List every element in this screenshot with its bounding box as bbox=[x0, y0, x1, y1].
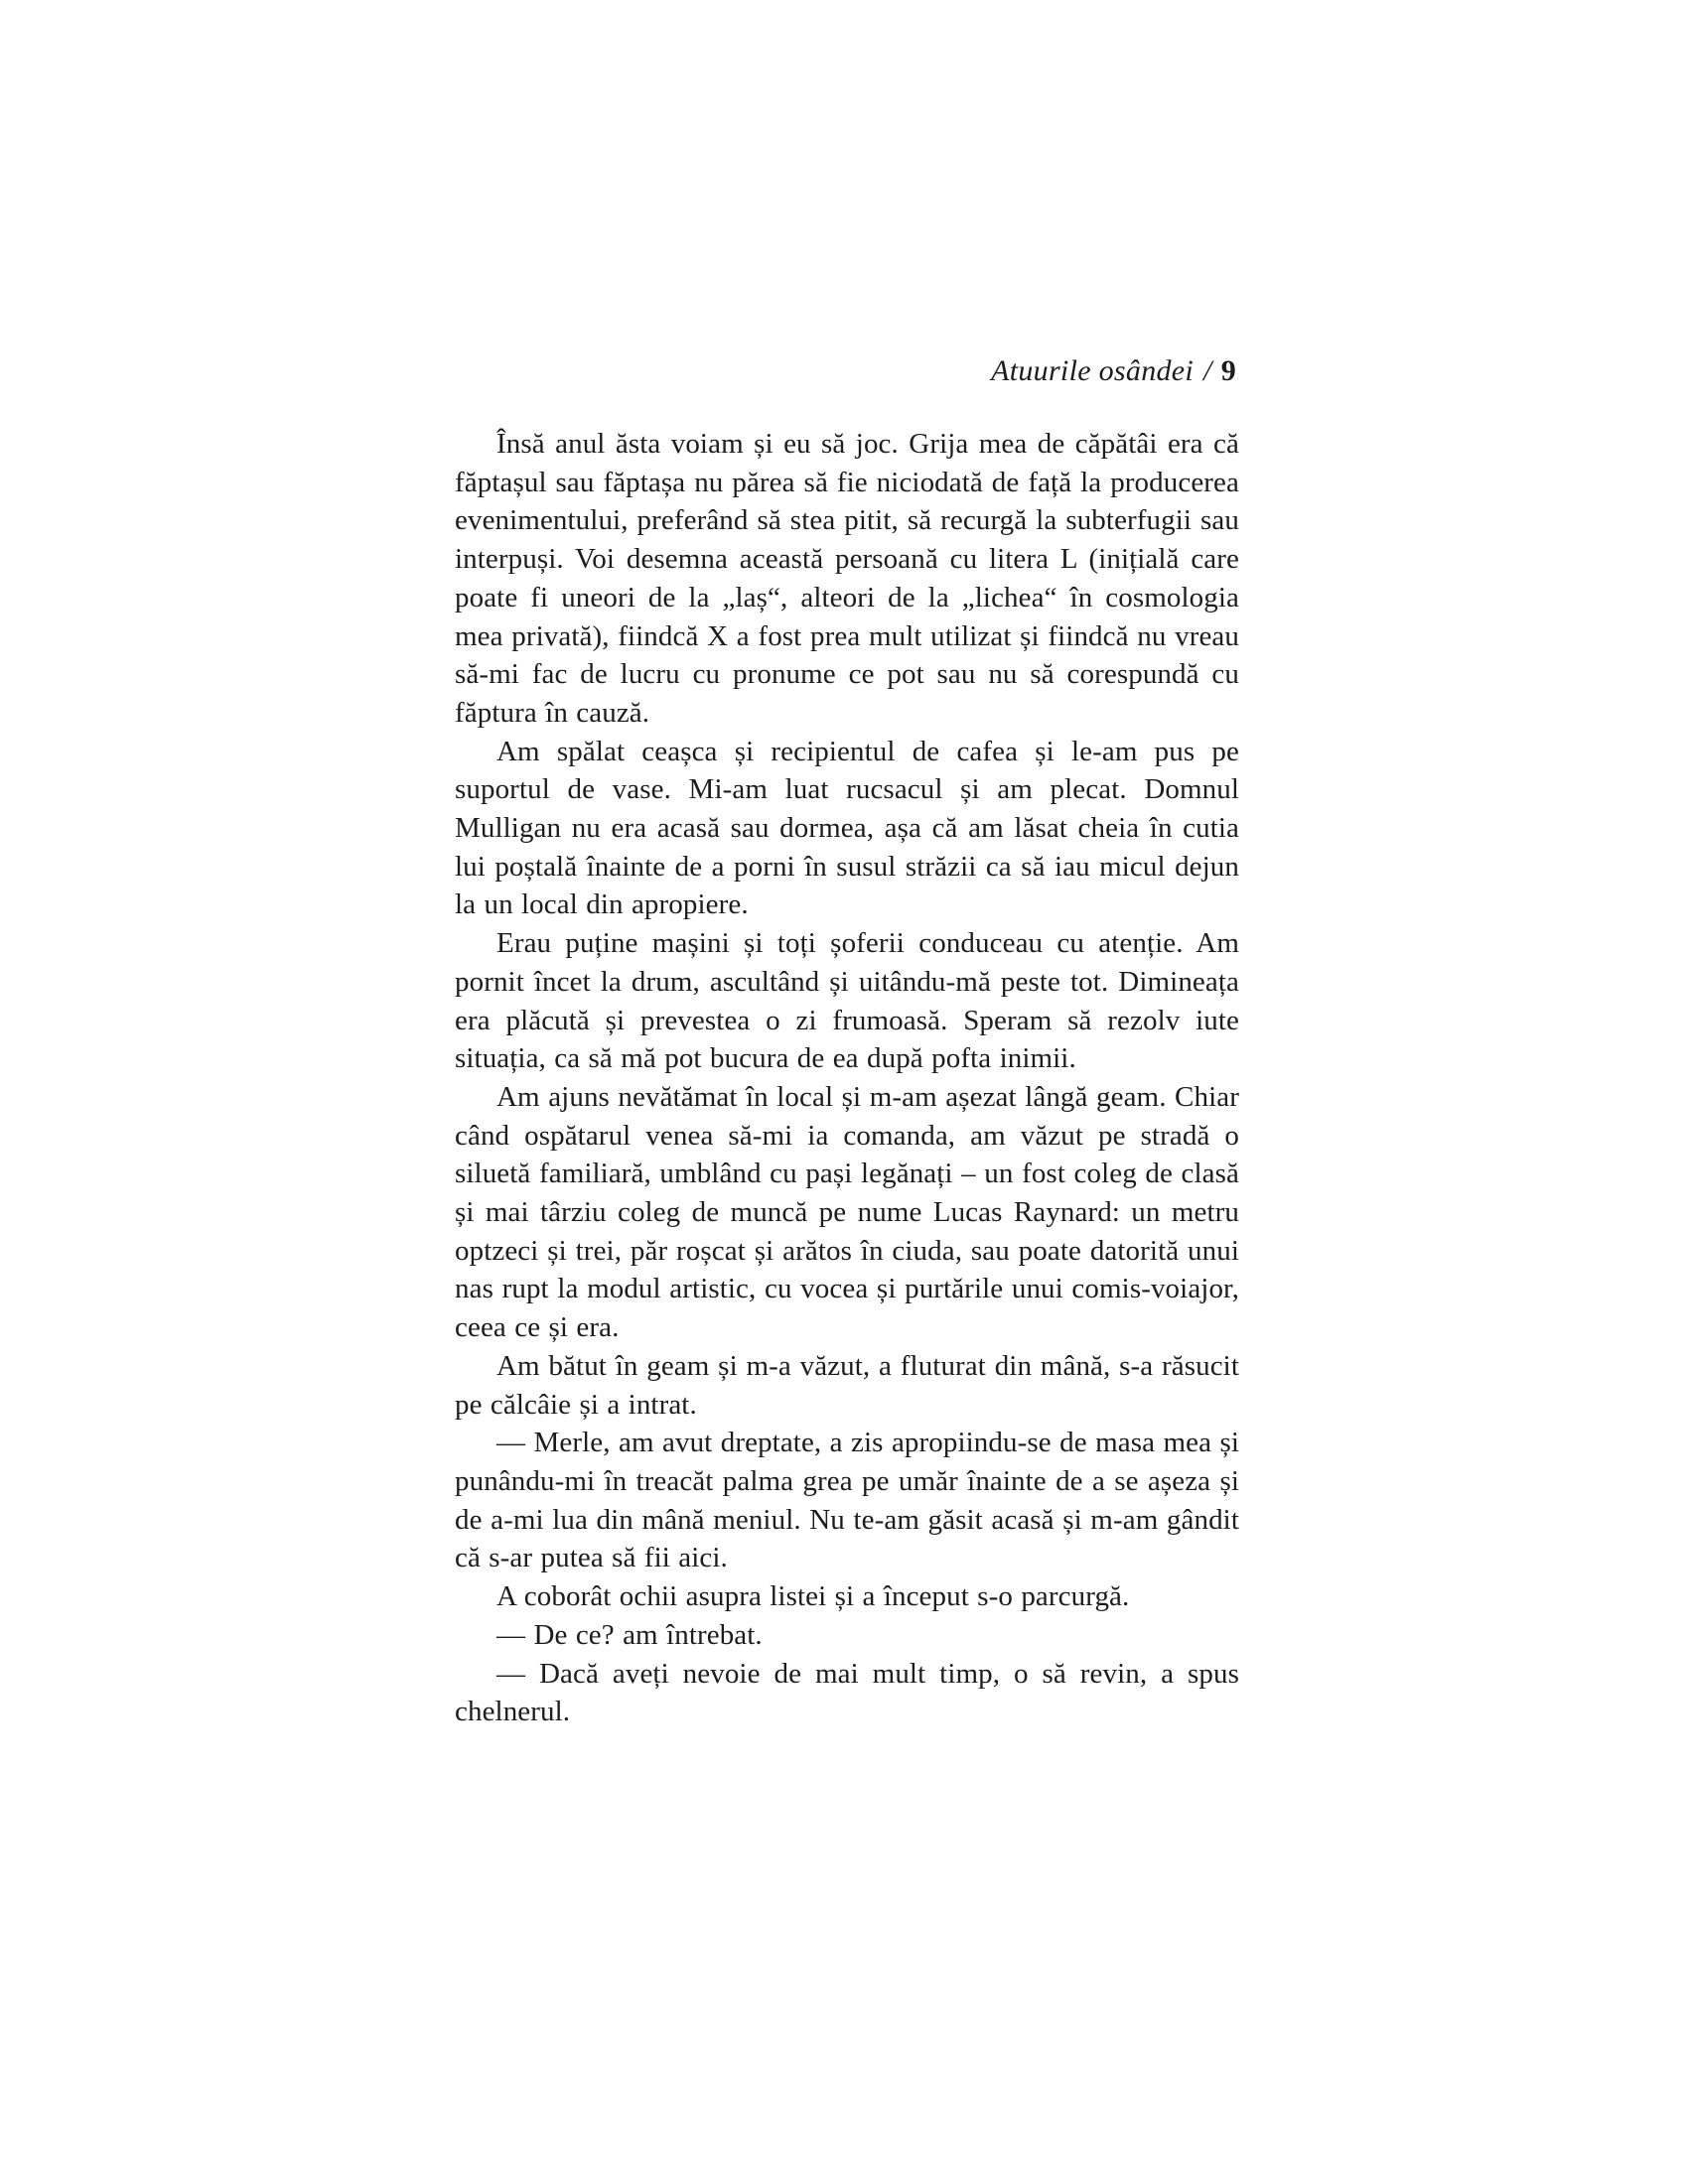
running-header-title: Atuurile osândei bbox=[991, 354, 1195, 387]
paragraph: Am ajuns nevătămat în local și m-am așezat lângă geam. Chiar când ospătarul venea să-mi ia comanda, am văzut pe stradă o siluetă familiară, umblând cu pași legănați – un fost coleg de clasă și mai târziu coleg de muncă pe nume Lucas Raynard: un metru optzeci și trei, păr roșcat și arătos în ciuda, sau poate datorită unui nas rupt la modul artistic, cu vocea și purtările unui comis-voiajor, ceea ce și era. bbox=[455, 1080, 1239, 1344]
page-number: 9 bbox=[1220, 354, 1236, 387]
paragraph: — De ce? am întrebat. bbox=[496, 1618, 763, 1651]
running-header bbox=[455, 354, 1236, 388]
paragraph: — Dacă aveți nevoie de mai mult timp, o să revin, a spus chelnerul. bbox=[455, 1657, 1239, 1728]
paragraph: Am spălat ceașca și recipientul de cafea și le-am pus pe suportul de vase. Mi-am luat rucsacul și am plecat. Domnul Mulligan nu era acasă sau dormea, așa că am lăsat cheia în cutia lui poștală înainte de a porni în susul străzii ca să iau micul dejun la un local din apropiere. bbox=[455, 735, 1239, 921]
paragraph: Însă anul ăsta voiam și eu să joc. Grija mea de căpătâi era că făptașul sau făptașa nu părea să fie niciodată de față la producerea evenimentului, preferând să stea pitit, să recurgă la subterfugii sau interpuși. Voi desemna această persoană cu litera L (inițială care poate fi uneori de la „laș“, alteori de la „lichea“ în cosmologia mea privată), fiindcă X a fost prea mult utilizat și fiindcă nu vreau să-mi fac de lucru cu pronume ce pot sau nu să corespundă cu făptura în cauză. bbox=[455, 428, 1239, 729]
paragraph: A coborât ochii asupra listei și a început s-o parcurgă. bbox=[496, 1580, 1130, 1613]
paragraph: Am bătut în geam și m-a văzut, a fluturat din mână, s-a răsucit pe călcâie și a intrat. bbox=[455, 1349, 1239, 1421]
paragraph: — Merle, am avut dreptate, a zis apropiindu-se de masa mea și punându-mi în treacăt palma grea pe umăr înainte de a se așeza și de a-mi lua din mână meniul. Nu te-am găsit acasă și m-am gândit că s-ar putea să fii aici. bbox=[455, 1427, 1239, 1574]
paragraph: Erau puține mașini și toți șoferii conduceau cu atenție. Am pornit încet la drum, ascultând și uitându-mă peste tot. Dimineața era plăcută și prevestea o zi frumoasă. Speram să rezolv iute situația, ca să mă pot bucura de ea după pofta inimii. bbox=[455, 927, 1239, 1075]
header-separator: / bbox=[1203, 354, 1212, 387]
page-body bbox=[455, 425, 1239, 1731]
